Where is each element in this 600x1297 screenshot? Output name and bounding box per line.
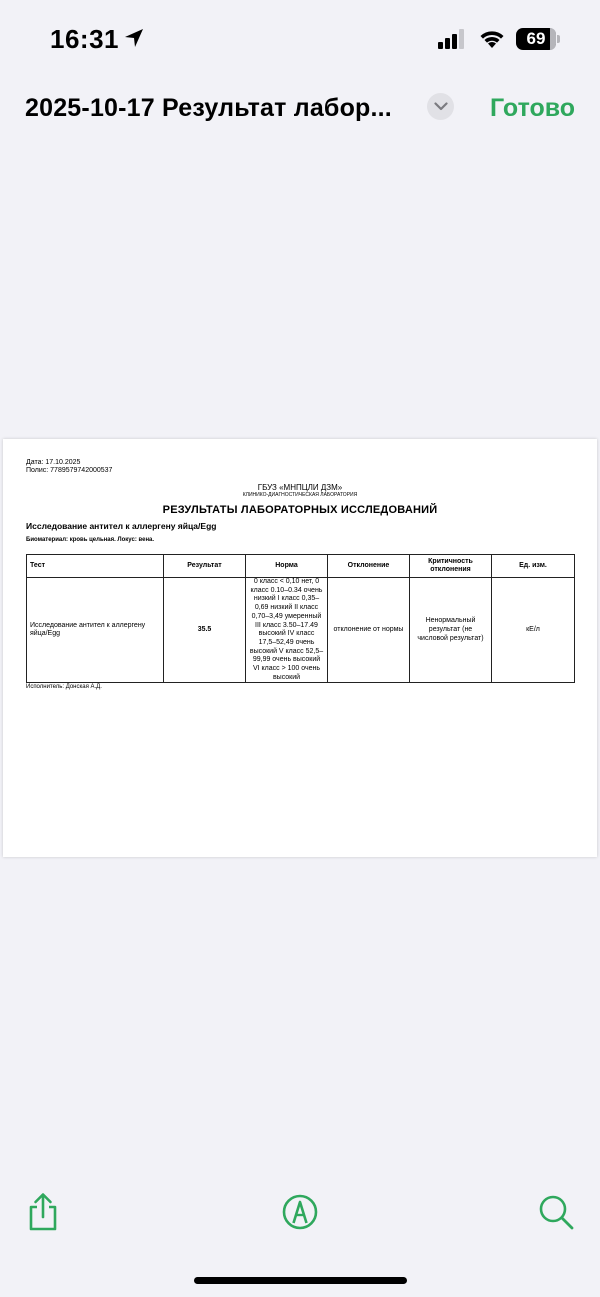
title-menu-button[interactable] — [427, 93, 454, 120]
search-icon[interactable] — [538, 1192, 574, 1232]
table-header-row — [27, 555, 575, 578]
laboratory-name: КЛИНИКО-ДИАГНОСТИЧЕСКАЯ ЛАБОРАТОРИЯ — [242, 492, 358, 498]
report-title: РЕЗУЛЬТАТЫ ЛАБОРАТОРНЫХ ИССЛЕДОВАНИЙ — [162, 504, 438, 516]
cell-criticality: Ненормальный результат (не числовой результат) — [410, 578, 492, 683]
cell-test: Исследование антител к аллергену яйца/Egg — [27, 578, 164, 683]
column-header-result: Результат — [164, 555, 246, 578]
status-time: 16:31 — [50, 24, 119, 54]
battery-indicator — [516, 28, 562, 50]
executor-line: Исполнитель: Донская А.Д. — [26, 684, 102, 690]
results-table — [26, 554, 575, 683]
biomaterial-line: Биоматериал: кровь цельная. Локус: вена. — [26, 537, 155, 543]
document-title[interactable]: 2025-10-17 Результат лабор... — [25, 94, 392, 122]
chevron-down-icon — [434, 102, 448, 111]
table-row — [27, 578, 575, 683]
organization-name: ГБУЗ «МНПЦЛИ ДЗМ» — [257, 483, 343, 492]
home-indicator[interactable] — [194, 1277, 407, 1284]
column-header-deviation: Отклонение — [328, 555, 410, 578]
location-arrow-icon — [124, 28, 144, 48]
markup-icon[interactable] — [282, 1192, 318, 1232]
done-button[interactable]: Готово — [490, 94, 576, 122]
cell-unit: кЕ/л — [492, 578, 575, 683]
column-header-test: Тест — [27, 555, 164, 578]
cell-result: 35.5 — [164, 578, 246, 683]
study-name: Исследование антител к аллергену яйца/Egg — [26, 521, 217, 531]
column-header-criticality: Критичность отклонения — [410, 555, 492, 578]
policy-line: Полис: 7789579742000537 — [26, 467, 113, 474]
cell-norm: 0 класс < 0,10 нет, 0 класс 0.10–0.34 очень низкий I класс 0,35–0,69 низкий II класс 0,70–3,49 умеренный III класс 3.50–17.49 высокий IV класс 17,5–52,49 очень высокий V класс 52,5–99,99 очень высокий VI класс > 100 очень высокий — [246, 578, 328, 683]
document-page[interactable] — [3, 439, 597, 857]
share-icon[interactable] — [25, 1192, 61, 1232]
date-line: Дата: 17.10.2025 — [26, 459, 81, 466]
cell-deviation: отклонение от нормы — [328, 578, 410, 683]
wifi-icon — [478, 27, 506, 49]
status-bar — [0, 0, 600, 80]
column-header-unit: Ед. изм. — [492, 555, 575, 578]
battery-level: 69 — [516, 28, 556, 50]
document-meta — [26, 459, 112, 475]
cellular-signal-icon — [438, 29, 466, 49]
column-header-norm: Норма — [246, 555, 328, 578]
battery-nub — [557, 35, 560, 43]
